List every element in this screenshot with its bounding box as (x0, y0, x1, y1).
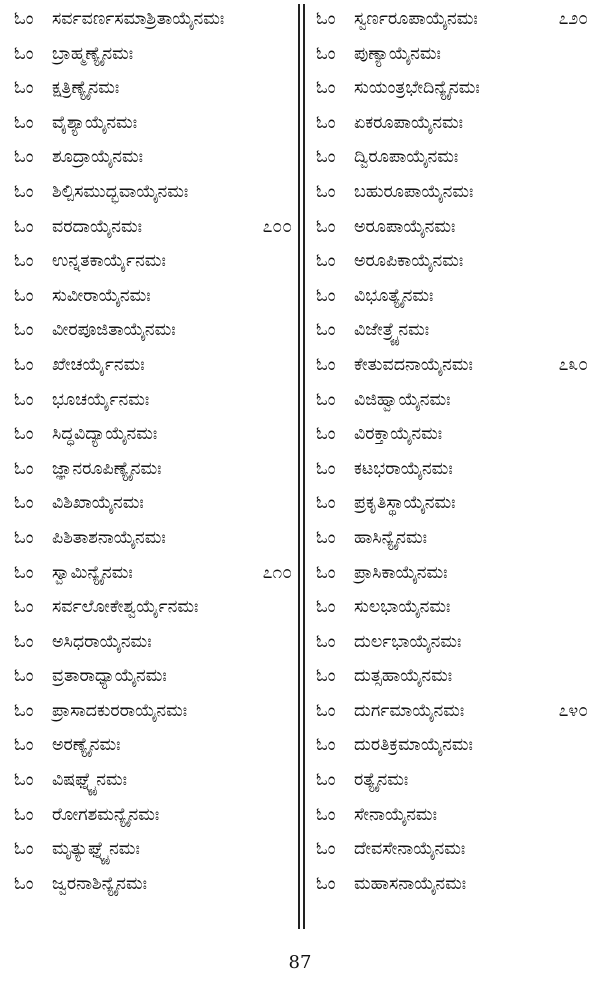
mantra-line (310, 556, 592, 591)
om-prefix: ಓಂ (316, 389, 336, 410)
verse-count-number: ೭೧೦ (262, 562, 292, 583)
mantra-name: ಜ್ವರನಾಶಿನ್ಯೈನಮಃ (52, 873, 148, 894)
om-prefix: ಓಂ (14, 78, 34, 99)
om-prefix: ಓಂ (14, 873, 34, 894)
om-prefix: ಓಂ (14, 354, 34, 375)
om-prefix: ಓಂ (316, 147, 336, 168)
mantra-line (310, 659, 592, 694)
column-divider-left-rule (298, 4, 300, 929)
om-prefix: ಓಂ (316, 78, 336, 99)
mantra-name: ಸುಲಭಾಯೈನಮಃ (354, 597, 451, 618)
mantra-name: ವ್ರತಾರಾಧ್ಯಾಯೈನಮಃ (52, 666, 167, 687)
mantra-name: ಶಿಲ್ಪಿಸಮುದ್ಭವಾಯೈನಮಃ (52, 181, 189, 202)
mantra-line (8, 71, 296, 106)
mantra-name: ವಿಜೇತ್ರ್ಯೈನಮಃ (354, 320, 430, 341)
mantra-name: ಪ್ರಾಸಾದಕುರರಾಯೈನಮಃ (52, 700, 188, 721)
mantra-name: ಕೇತುವದನಾಯೈನಮಃ (354, 354, 473, 375)
mantra-name: ಪುಣ್ಯಾಯೈನಮಃ (354, 43, 441, 64)
mantra-line (8, 728, 296, 763)
mantra-line (8, 832, 296, 867)
om-prefix: ಓಂ (14, 493, 34, 514)
mantra-name: ವಿರಕ್ತಾಯೈನಮಃ (354, 424, 443, 445)
mantra-name: ಕಟಭರಾಯೈನಮಃ (354, 458, 453, 479)
mantra-name: ಉನ್ನತಕಾರ್ಯೈನಮಃ (52, 251, 166, 272)
om-prefix: ಓಂ (14, 700, 34, 721)
mantra-name: ಅರೂಪಾಯೈನಮಃ (354, 216, 456, 237)
page-number: 87 (288, 952, 312, 973)
om-prefix: ಓಂ (14, 458, 34, 479)
om-prefix: ಓಂ (14, 389, 34, 410)
mantra-name: ಬಹುರೂಪಾಯೈನಮಃ (354, 181, 474, 202)
mantra-name: ರತ್ಯೈನಮಃ (354, 770, 409, 791)
verse-count-number: ೭೩೦ (558, 354, 588, 375)
mantra-line (8, 210, 296, 245)
mantra-line (310, 313, 592, 348)
mantra-name: ವಿಜಿಹ್ವಾಯೈನಮಃ (354, 389, 451, 410)
mantra-line (8, 590, 296, 625)
om-prefix: ಓಂ (316, 354, 336, 375)
mantra-line (310, 486, 592, 521)
mantra-name: ದುರ್ಗಮಾಯೈನಮಃ (354, 700, 465, 721)
mantra-line (310, 244, 592, 279)
mantra-name: ವರದಾಯೈನಮಃ (52, 216, 142, 237)
mantra-line (310, 798, 592, 833)
mantra-name: ಸೇನಾಯೈನಮಃ (354, 804, 437, 825)
om-prefix: ಓಂ (316, 9, 336, 29)
om-prefix: ಓಂ (316, 181, 336, 202)
om-prefix: ಓಂ (14, 804, 34, 825)
mantra-line (8, 452, 296, 487)
mantra-name: ದುತ್ಸಹಾಯೈನಮಃ (354, 666, 453, 687)
om-prefix: ಓಂ (316, 251, 336, 272)
mantra-name: ಖೇಚರ್ಯೈನಮಃ (52, 354, 145, 375)
mantra-line (310, 140, 592, 175)
mantra-name: ವಿಶಿಖಾಯೈನಮಃ (52, 493, 144, 514)
mantra-name: ಪ್ರಾಸಿಕಾಯೈನಮಃ (354, 562, 448, 583)
mantra-line (8, 348, 296, 383)
mantra-line (310, 348, 592, 383)
om-prefix: ಓಂ (14, 562, 34, 583)
mantra-line (310, 694, 592, 729)
mantra-line (8, 313, 296, 348)
mantra-line (8, 175, 296, 210)
mantra-name: ಸ್ವಾಮಿನ್ಯೈನಮಃ (52, 562, 133, 583)
om-prefix: ಓಂ (14, 666, 34, 687)
mantra-name: ಬ್ರಾಹ್ಮಣ್ಯೈನಮಃ (52, 43, 134, 64)
om-prefix: ಓಂ (14, 424, 34, 445)
om-prefix: ಓಂ (14, 770, 34, 791)
mantra-name: ದುರ್ಲಭಾಯೈನಮಃ (354, 631, 462, 652)
om-prefix: ಓಂ (14, 147, 34, 168)
om-prefix: ಓಂ (316, 804, 336, 825)
mantra-name: ಅರೂಪಿಕಾಯೈನಮಃ (354, 251, 464, 272)
om-prefix: ಓಂ (316, 527, 336, 548)
mantra-line (310, 867, 592, 902)
om-prefix: ಓಂ (14, 181, 34, 202)
om-prefix: ಓಂ (316, 112, 336, 133)
mantra-line (310, 71, 592, 106)
mantra-line (8, 383, 296, 418)
om-prefix: ಓಂ (316, 43, 336, 64)
mantra-line (8, 556, 296, 591)
om-prefix: ಓಂ (14, 735, 34, 756)
mantra-name: ಸಿದ್ಧವಿದ್ಯಾಯೈನಮಃ (52, 424, 158, 445)
mantra-name: ರೋಗಶಮನ್ಯೈನಮಃ (52, 804, 160, 825)
left-column (8, 2, 296, 901)
mantra-line (310, 37, 592, 72)
mantra-name: ಮಹಾಸನಾಯೈನಮಃ (354, 873, 467, 894)
mantra-line (8, 106, 296, 141)
om-prefix: ಓಂ (14, 597, 34, 618)
mantra-name: ಹಾಸಿನ್ಯೈನಮಃ (354, 527, 427, 548)
om-prefix: ಓಂ (14, 320, 34, 341)
right-column (310, 2, 592, 901)
mantra-name: ಪ್ರಕೃತಿಸ್ಥಾಯೈನಮಃ (354, 493, 456, 514)
mantra-line (310, 383, 592, 418)
om-prefix: ಓಂ (14, 527, 34, 548)
om-prefix: ಓಂ (14, 43, 34, 64)
mantra-line (8, 867, 296, 902)
mantra-line (8, 694, 296, 729)
mantra-line (310, 417, 592, 452)
mantra-line (310, 106, 592, 141)
om-prefix: ಓಂ (316, 597, 336, 618)
mantra-line (8, 798, 296, 833)
mantra-line (310, 728, 592, 763)
om-prefix: ಓಂ (14, 285, 34, 306)
om-prefix: ಓಂ (316, 285, 336, 306)
mantra-line (310, 175, 592, 210)
mantra-line (310, 2, 592, 37)
mantra-line (8, 625, 296, 660)
mantra-name: ದೇವಸೇನಾಯೈನಮಃ (354, 839, 466, 860)
om-prefix: ಓಂ (14, 251, 34, 272)
mantra-name: ದ್ವಿರೂಪಾಯೈನಮಃ (354, 147, 459, 168)
mantra-line (310, 210, 592, 245)
verse-count-number: ೭೪೦ (558, 700, 588, 721)
om-prefix: ಓಂ (316, 770, 336, 791)
mantra-name: ಪಿಶಿತಾಶನಾಯೈನಮಃ (52, 527, 166, 548)
om-prefix: ಓಂ (316, 839, 336, 860)
mantra-line (310, 452, 592, 487)
mantra-name: ಅಸಿಧರಾಯೈನಮಃ (52, 631, 152, 652)
mantra-name: ಸುಯಂತ್ರಭೇದಿನ್ಯೈನಮಃ (354, 78, 480, 99)
mantra-line (310, 521, 592, 556)
mantra-line (310, 590, 592, 625)
mantra-line (310, 832, 592, 867)
mantra-name: ಭೂಚರ್ಯೈನಮಃ (52, 389, 150, 410)
om-prefix: ಓಂ (14, 216, 34, 237)
mantra-name: ವೈಶ್ಯಾಯೈನಮಃ (52, 112, 138, 133)
mantra-name: ದುರತಿಕ್ರಮಾಯೈನಮಃ (354, 735, 473, 756)
om-prefix: ಓಂ (316, 700, 336, 721)
mantra-name: ಶೂದ್ರಾಯೈನಮಃ (52, 147, 143, 168)
mantra-name: ವಿಷಘ್ನ್ಯೈನಮಃ (52, 770, 128, 791)
mantra-line (8, 486, 296, 521)
verse-count-number: ೭೨೦ (558, 9, 588, 29)
mantra-name: ಅರಣ್ಯೈನಮಃ (52, 735, 121, 756)
mantra-name: ವಿಭೂತ್ಯೈನಮಃ (354, 285, 434, 306)
om-prefix: ಓಂ (14, 112, 34, 133)
mantra-line (8, 37, 296, 72)
mantra-line (8, 2, 296, 37)
mantra-name: ಕ್ಷತ್ರಿಣ್ಯೈನಮಃ (52, 78, 120, 99)
mantra-line (8, 140, 296, 175)
mantra-line (8, 244, 296, 279)
mantra-line (8, 417, 296, 452)
mantra-name: ಸುವೀರಾಯೈನಮಃ (52, 285, 151, 306)
column-divider-right-rule (303, 4, 305, 929)
om-prefix: ಓಂ (316, 458, 336, 479)
om-prefix: ಓಂ (316, 493, 336, 514)
mantra-line (8, 763, 296, 798)
om-prefix: ಓಂ (14, 9, 34, 29)
mantra-line (8, 521, 296, 556)
mantra-line (310, 279, 592, 314)
mantra-line (310, 763, 592, 798)
mantra-name: ಸ್ವರ್ಣರೂಪಾಯೈನಮಃ (354, 9, 478, 29)
mantra-name: ಮೃತ್ಯುಘ್ನ್ಯೈನಮಃ (52, 839, 140, 860)
om-prefix: ಓಂ (14, 839, 34, 860)
om-prefix: ಓಂ (316, 873, 336, 894)
om-prefix: ಓಂ (316, 631, 336, 652)
om-prefix: ಓಂ (316, 562, 336, 583)
mantra-name: ಏಕರೂಪಾಯೈನಮಃ (354, 112, 463, 133)
mantra-line (310, 625, 592, 660)
om-prefix: ಓಂ (316, 216, 336, 237)
mantra-name: ಜ್ಞಾನರೂಪಿಣ್ಯೈನಮಃ (52, 458, 162, 479)
om-prefix: ಓಂ (316, 424, 336, 445)
mantra-name: ಸರ್ವವರ್ಣಸಮಾಶ್ರಿತಾಯೈನಮಃ (52, 9, 225, 29)
mantra-line (8, 279, 296, 314)
mantra-line (8, 659, 296, 694)
mantra-name: ಸರ್ವಲೋಕೇಶ್ವರ್ಯೈನಮಃ (52, 597, 199, 618)
om-prefix: ಓಂ (316, 735, 336, 756)
verse-count-number: ೭೦೦ (262, 216, 292, 237)
om-prefix: ಓಂ (316, 320, 336, 341)
om-prefix: ಓಂ (316, 666, 336, 687)
mantra-name: ವೀರಪೂಜಿತಾಯೈನಮಃ (52, 320, 176, 341)
om-prefix: ಓಂ (14, 631, 34, 652)
